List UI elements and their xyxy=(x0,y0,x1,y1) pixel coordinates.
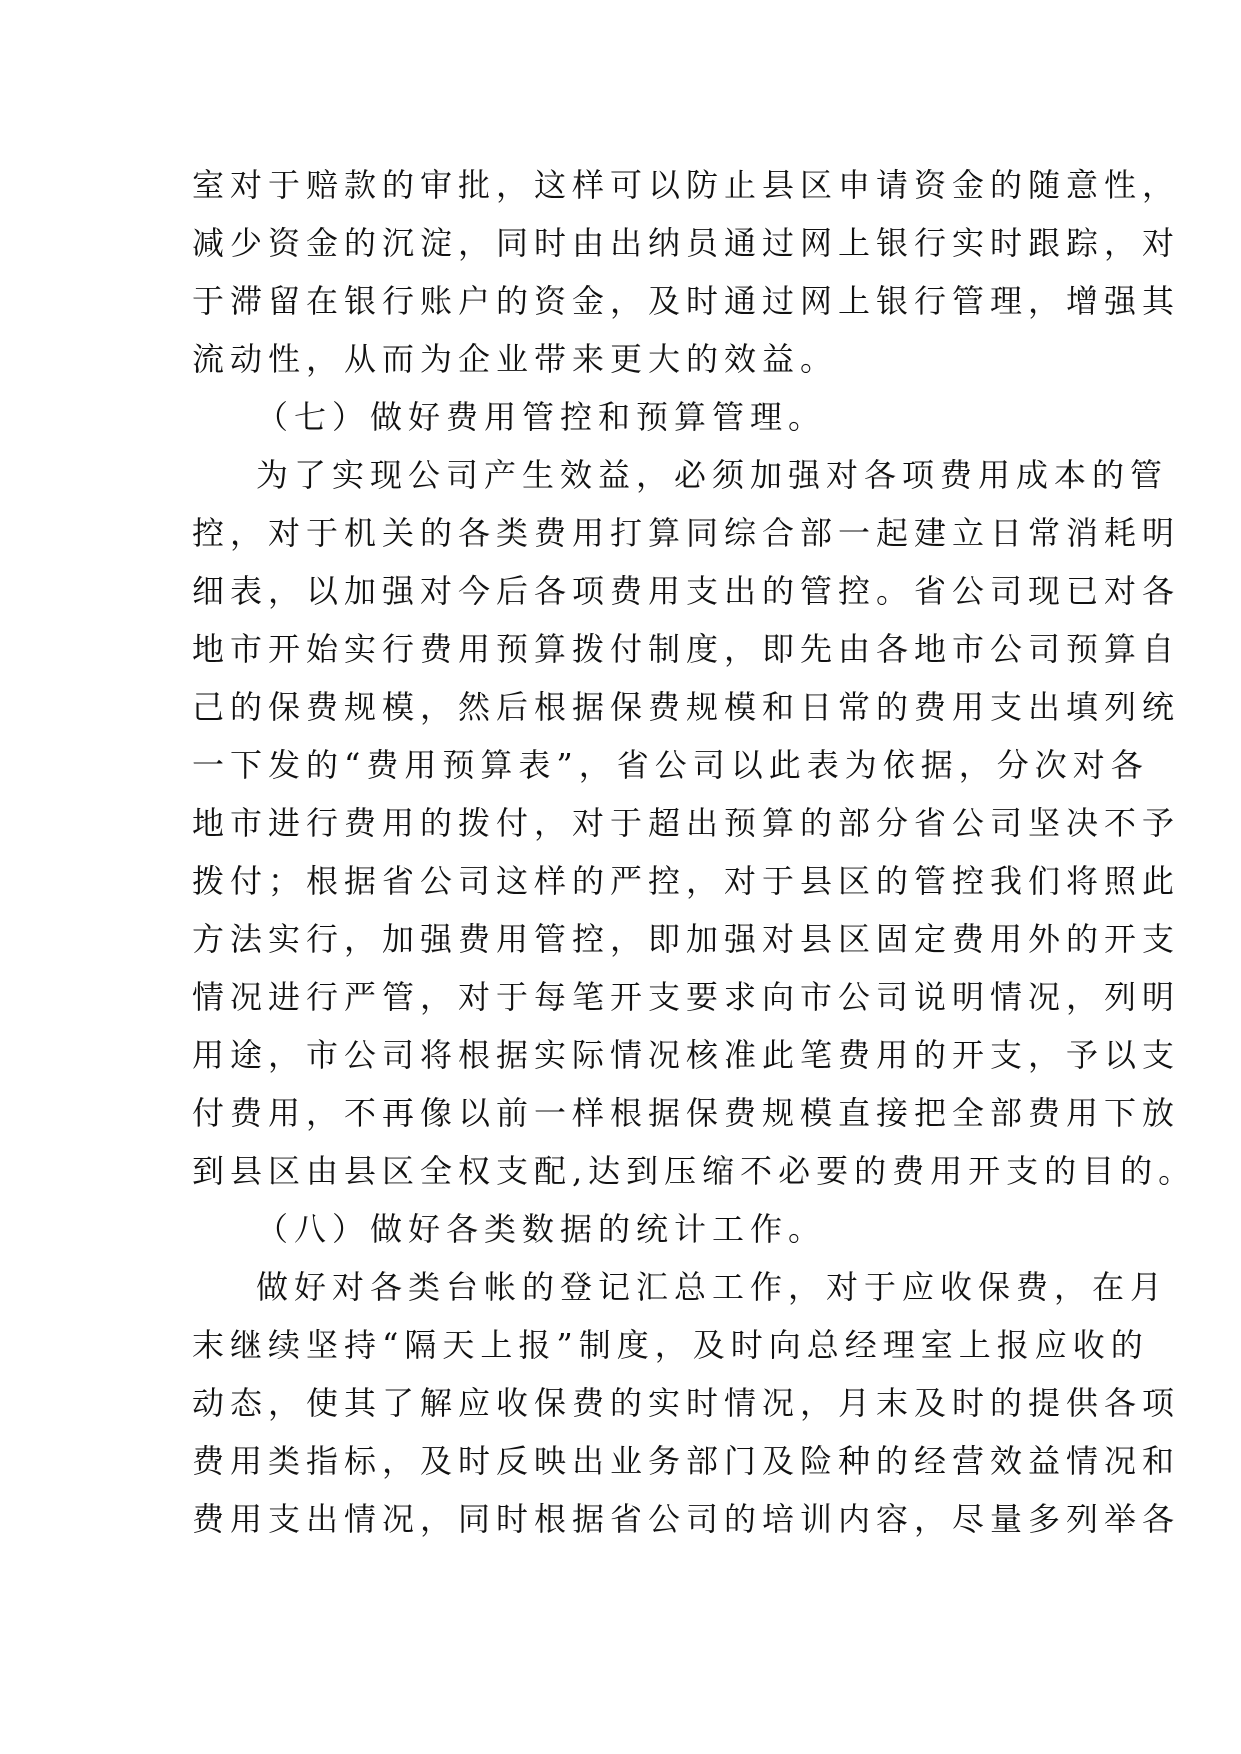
text-line: 情况进行严管，对于每笔开支要求向市公司说明情况，列明 xyxy=(192,978,1181,1016)
section-heading: （八）做好各类数据的统计工作。 xyxy=(256,1210,827,1248)
text-line: 己的保费规模，然后根据保费规模和日常的费用支出填列统 xyxy=(192,688,1181,726)
text-line: 流动性，从而为企业带来更大的效益。 xyxy=(192,340,839,378)
text-line: 末继续坚持“隔天上报”制度，及时向总经理室上报应收的 xyxy=(192,1326,1149,1364)
text-line: 地市进行费用的拨付，对于超出预算的部分省公司坚决不予 xyxy=(192,804,1181,842)
text-line: 细表，以加强对今后各项费用支出的管控。省公司现已对各 xyxy=(192,572,1181,610)
text-line: 做好对各类台帐的登记汇总工作，对于应收保费，在月 xyxy=(256,1268,1169,1306)
text-line: 费用类指标，及时反映出业务部门及险种的经营效益情况和 xyxy=(192,1442,1181,1480)
text-line: 一下发的“费用预算表”，省公司以此表为依据，分次对各 xyxy=(192,746,1149,784)
section-heading: （七）做好费用管控和预算管理。 xyxy=(256,398,827,436)
text-line: 动态，使其了解应收保费的实时情况，月末及时的提供各项 xyxy=(192,1384,1181,1422)
text-line: 付费用，不再像以前一样根据保费规模直接把全部费用下放 xyxy=(192,1094,1181,1132)
text-line: 拨付；根据省公司这样的严控，对于县区的管控我们将照此 xyxy=(192,862,1181,900)
text-line: 为了实现公司产生效益，必须加强对各项费用成本的管 xyxy=(256,456,1169,494)
text-line: 于滞留在银行账户的资金，及时通过网上银行管理，增强其 xyxy=(192,282,1181,320)
text-line: 减少资金的沉淀，同时由出纳员通过网上银行实时跟踪，对 xyxy=(192,224,1181,262)
text-line: 方法实行，加强费用管控，即加强对县区固定费用外的开支 xyxy=(192,920,1181,958)
text-line: 用途，市公司将根据实际情况核准此笔费用的开支，予以支 xyxy=(192,1036,1181,1074)
text-line: 地市开始实行费用预算拨付制度，即先由各地市公司预算自 xyxy=(192,630,1181,668)
text-line: 室对于赔款的审批，这样可以防止县区申请资金的随意性， xyxy=(192,166,1181,204)
text-line: 控，对于机关的各类费用打算同综合部一起建立日常消耗明 xyxy=(192,514,1181,552)
text-line: 到县区由县区全权支配,达到压缩不必要的费用开支的目的。 xyxy=(192,1152,1197,1190)
text-line: 费用支出情况，同时根据省公司的培训内容，尽量多列举各 xyxy=(192,1500,1181,1538)
